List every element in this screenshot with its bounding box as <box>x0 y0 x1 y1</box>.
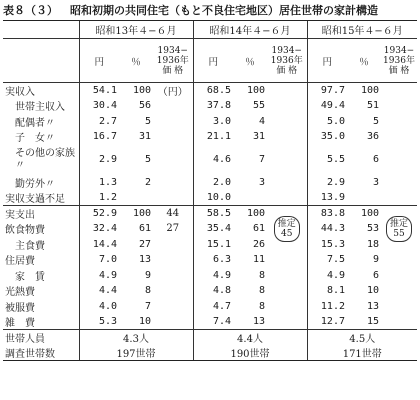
value-cell <box>381 129 417 145</box>
value-cell <box>267 190 307 206</box>
value-cell: 61 <box>138 223 151 235</box>
value-cell: 15 <box>366 316 379 327</box>
value-cell: 5.0 <box>307 114 347 130</box>
value-cell: 2.9 <box>79 145 119 175</box>
corner-cell <box>3 21 79 39</box>
row-label: 飲食物費 <box>5 225 45 237</box>
estimate-note: 推定 45 <box>274 216 300 242</box>
value-cell: 4.4 <box>79 283 119 299</box>
value-cell <box>381 314 417 330</box>
value-cell <box>267 129 307 145</box>
table-row <box>3 145 417 175</box>
value-cell: 31 <box>252 131 265 143</box>
value-cell <box>267 83 307 99</box>
value-cell: 15.1 <box>193 237 233 253</box>
table-row <box>3 268 417 284</box>
year-header: 昭和15年４−６月 <box>307 21 417 39</box>
value-cell <box>267 114 307 130</box>
table-number: 表８（３） <box>3 4 58 17</box>
value-cell: 35.0 <box>307 129 347 145</box>
value-cell: 4.9 <box>307 268 347 284</box>
value-cell: 54.1 <box>79 83 119 99</box>
value-cell: 100 <box>347 206 381 222</box>
row-label: 配偶者〃 <box>15 117 55 129</box>
value-cell: 10 <box>138 316 151 327</box>
value-cell: 7 <box>144 300 151 312</box>
value-cell: 1.3 <box>79 175 119 191</box>
value-cell <box>381 252 417 268</box>
table-row <box>3 98 417 114</box>
value-cell: 51 <box>366 100 379 112</box>
value-cell: 3.0 <box>193 114 233 130</box>
value-cell <box>381 299 417 315</box>
value-cell: 100 <box>233 206 267 222</box>
value-cell: 8.1 <box>307 283 347 299</box>
value-cell: 7 <box>258 154 265 165</box>
row-label: 世帯主収入 <box>15 102 65 114</box>
value-cell <box>153 237 193 253</box>
value-cell <box>381 98 417 114</box>
table-row <box>3 299 417 315</box>
estimate-note: 推定 55 <box>386 216 412 242</box>
value-cell: 2.7 <box>79 114 119 130</box>
col-price: 1934− 1936年 価 格 <box>156 45 189 76</box>
value-cell: 83.8 <box>307 206 347 222</box>
value-cell <box>153 314 193 330</box>
value-cell <box>381 175 417 191</box>
value-cell: 9 <box>372 254 379 266</box>
value-cell: 197世帯 <box>79 345 193 361</box>
table-row <box>3 221 417 237</box>
value-cell: 26 <box>252 238 265 250</box>
value-cell: 5 <box>144 115 151 127</box>
value-cell: （円） <box>153 83 193 99</box>
value-cell: 5.3 <box>79 314 119 330</box>
value-cell: 10 <box>366 285 379 297</box>
row-label: 実収入 <box>3 83 79 99</box>
table-body <box>3 83 417 330</box>
value-cell <box>267 98 307 114</box>
value-cell: 2.9 <box>307 175 347 191</box>
table-row <box>3 190 417 206</box>
value-cell: 58.5 <box>193 206 233 222</box>
value-cell <box>153 299 193 315</box>
value-cell: 1.2 <box>79 190 119 206</box>
value-cell <box>267 299 307 315</box>
col-price: 1934− 1936年 価 格 <box>270 45 303 76</box>
value-cell <box>153 283 193 299</box>
value-cell: 52.9 <box>79 206 119 222</box>
value-cell <box>267 206 307 253</box>
value-cell: 4.4人 <box>193 330 307 346</box>
value-cell <box>381 83 417 99</box>
value-cell <box>381 190 417 206</box>
value-cell: 4.0 <box>79 299 119 315</box>
value-cell: 13 <box>366 300 379 312</box>
value-cell: 4 <box>258 115 265 127</box>
value-cell <box>267 268 307 284</box>
value-cell: 11.2 <box>307 299 347 315</box>
table-row <box>3 129 417 145</box>
value-cell <box>267 145 307 175</box>
value-cell <box>153 252 193 268</box>
value-cell <box>153 98 193 114</box>
row-label: 主食費 <box>15 240 45 252</box>
value-cell <box>233 190 267 206</box>
value-cell: 55 <box>252 100 265 112</box>
value-cell: 13.9 <box>307 190 347 206</box>
value-cell: 3 <box>258 176 265 188</box>
year-header: 昭和14年４−６月 <box>193 21 307 39</box>
value-cell: 6.3 <box>193 252 233 268</box>
table-row <box>3 206 417 222</box>
value-cell: 97.7 <box>307 83 347 99</box>
value-cell <box>381 283 417 299</box>
value-cell <box>267 175 307 191</box>
value-cell: 44 <box>153 206 193 222</box>
col-price: 1934− 1936年 価 格 <box>383 45 415 76</box>
row-label: 家 賃 <box>15 271 45 283</box>
value-cell <box>153 145 193 175</box>
value-cell <box>381 145 417 175</box>
value-cell: 61 <box>252 223 265 235</box>
row-label: 光熱費 <box>5 287 35 299</box>
value-cell: 13 <box>252 316 265 327</box>
table-row <box>3 283 417 299</box>
value-cell: 15.3 <box>307 237 347 253</box>
value-cell: 11 <box>252 254 265 266</box>
value-cell: 4.8 <box>193 283 233 299</box>
col-yen: 円 <box>79 39 119 83</box>
row-label: 実収支過不足 <box>5 194 65 205</box>
col-pct: ％ <box>359 56 369 68</box>
value-cell: 4.6 <box>193 145 233 175</box>
value-cell: 5.5 <box>307 145 347 175</box>
table-row <box>3 83 417 99</box>
value-cell: 4.5人 <box>307 330 417 346</box>
row-label: 実支出 <box>3 206 79 222</box>
col-pct: ％ <box>131 56 141 68</box>
col-pct: ％ <box>245 56 255 68</box>
table-row <box>3 114 417 130</box>
value-cell: 68.5 <box>193 83 233 99</box>
value-cell <box>381 268 417 284</box>
value-cell: 8 <box>258 300 265 312</box>
value-cell: 100 <box>119 206 153 222</box>
summary-row <box>3 345 417 361</box>
value-cell <box>153 175 193 191</box>
col-yen: 円 <box>193 39 233 83</box>
value-cell: 6 <box>372 269 379 281</box>
household-budget-table <box>3 20 417 361</box>
value-cell: 27 <box>138 238 151 250</box>
value-cell: 6 <box>372 154 379 165</box>
value-cell: 8 <box>258 285 265 297</box>
value-cell: 31 <box>138 131 151 143</box>
table-row <box>3 175 417 191</box>
column-header-row <box>3 39 417 83</box>
value-cell: 100 <box>233 83 267 99</box>
value-cell: 190世帯 <box>193 345 307 361</box>
value-cell: 16.7 <box>79 129 119 145</box>
value-cell: 7.4 <box>193 314 233 330</box>
value-cell: 53 <box>366 223 379 235</box>
value-cell: 7.0 <box>79 252 119 268</box>
value-cell: 9 <box>144 269 151 281</box>
value-cell: 8 <box>144 285 151 297</box>
value-cell: 2.0 <box>193 175 233 191</box>
row-label: 雑 費 <box>5 318 35 329</box>
value-cell <box>153 190 193 206</box>
value-cell: 4.7 <box>193 299 233 315</box>
value-cell: 3 <box>372 176 379 188</box>
value-cell: 56 <box>138 100 151 112</box>
value-cell: 100 <box>119 83 153 99</box>
row-label: 被服費 <box>5 302 35 314</box>
row-label: 子 女〃 <box>15 133 55 145</box>
value-cell: 49.4 <box>307 98 347 114</box>
value-cell <box>267 283 307 299</box>
value-cell: 30.4 <box>79 98 119 114</box>
row-label: その他の家族〃 <box>15 147 75 171</box>
value-cell: 4.9 <box>79 268 119 284</box>
value-cell: 10.0 <box>193 190 233 206</box>
value-cell: 18 <box>366 238 379 250</box>
value-cell: 44.3 <box>307 221 347 237</box>
row-label: 世帯人員 <box>3 330 79 346</box>
col-yen: 円 <box>307 39 347 83</box>
value-cell: 37.8 <box>193 98 233 114</box>
value-cell <box>381 206 417 253</box>
value-cell: 5 <box>144 154 151 165</box>
value-cell: 4.9 <box>193 268 233 284</box>
value-cell <box>153 114 193 130</box>
row-label: 住居費 <box>5 256 35 268</box>
value-cell: 2 <box>144 176 151 188</box>
table-row <box>3 237 417 253</box>
value-cell <box>347 190 381 206</box>
row-label: 勤労外〃 <box>15 178 55 190</box>
table-title <box>3 2 378 18</box>
value-cell: 32.4 <box>79 221 119 237</box>
value-cell: 171世帯 <box>307 345 417 361</box>
value-cell <box>153 268 193 284</box>
summary-row <box>3 330 417 346</box>
value-cell: 12.7 <box>307 314 347 330</box>
table-row <box>3 252 417 268</box>
value-cell: 5 <box>372 115 379 127</box>
table-caption: 昭和初期の共同住宅（もと不良住宅地区）居住世帯の家計構造 <box>70 4 378 17</box>
value-cell <box>267 314 307 330</box>
value-cell: 14.4 <box>79 237 119 253</box>
value-cell <box>267 252 307 268</box>
value-cell: 4.3人 <box>79 330 193 346</box>
value-cell: 36 <box>366 131 379 143</box>
value-cell: 21.1 <box>193 129 233 145</box>
value-cell: 100 <box>347 83 381 99</box>
value-cell <box>153 129 193 145</box>
row-label: 調査世帯数 <box>3 345 79 361</box>
value-cell <box>119 190 153 206</box>
value-cell: 27 <box>166 223 180 235</box>
value-cell: 8 <box>258 269 265 281</box>
value-cell: 35.4 <box>193 221 233 237</box>
value-cell: 7.5 <box>307 252 347 268</box>
year-header: 昭和13年４−６月 <box>79 21 193 39</box>
value-cell <box>381 114 417 130</box>
table-row <box>3 314 417 330</box>
value-cell: 13 <box>138 254 151 266</box>
